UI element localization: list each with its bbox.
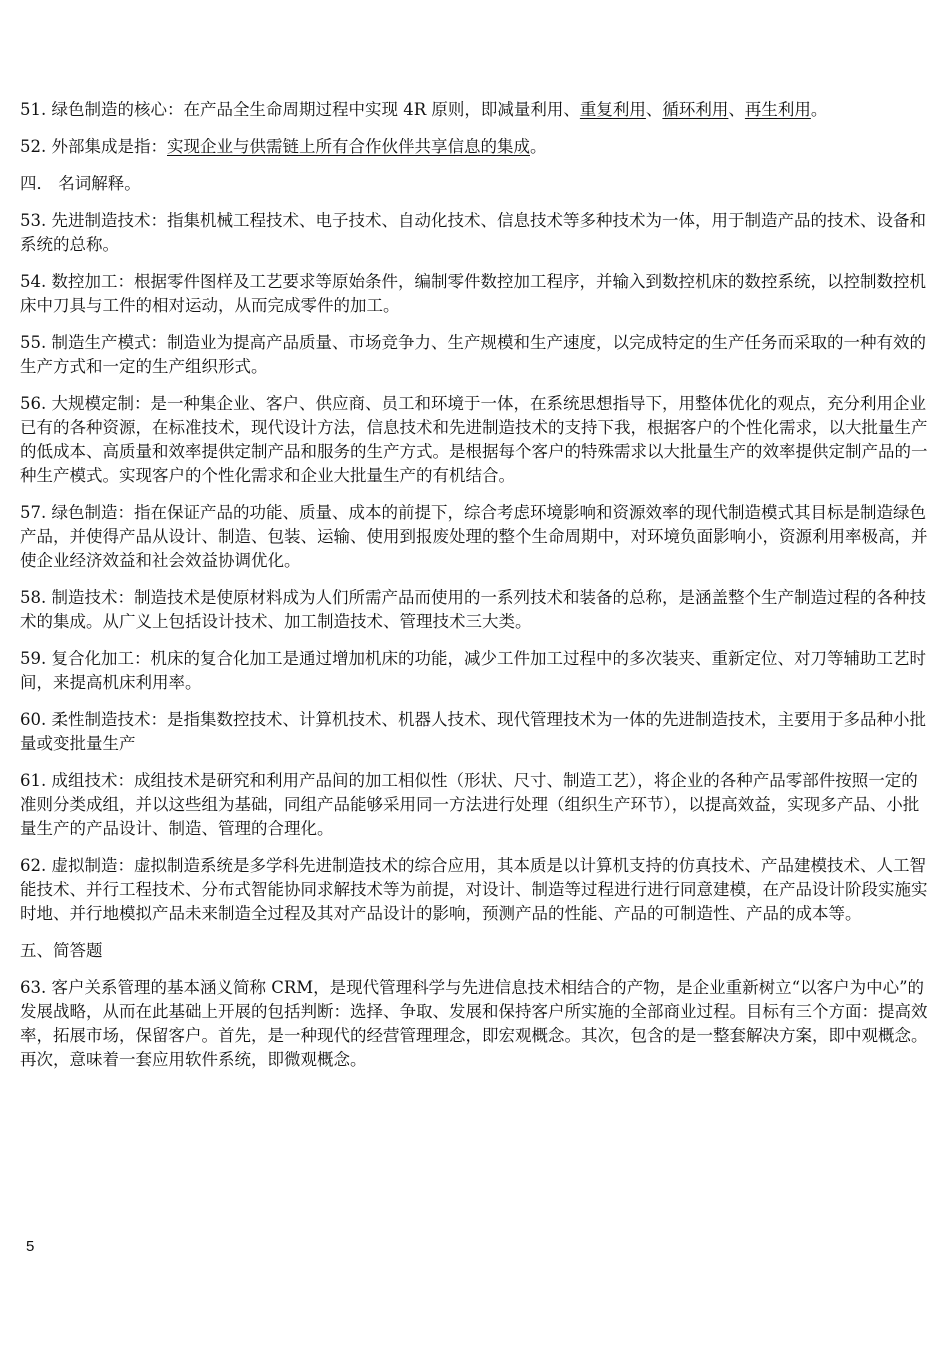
section-heading-terms-text: 四． 名词解释。 xyxy=(20,174,141,193)
item-61-text: 61. 成组技术：成组技术是研究和利用产品间的加工相似性（形状、尺寸、制造工艺），将企业的各种产品零部件按照一定的准则分类成组，并以这些组为基础，同组产品能够采用同一方法进行处理（组织生产环节），以提高效益，实现多产品、小批量生产的产品设计、制造、管理的合理化。 xyxy=(20,771,920,838)
item-51-sep-2: 、 xyxy=(728,100,745,119)
item-62 xyxy=(20,854,932,926)
item-52-end: 。 xyxy=(530,137,547,156)
item-55 xyxy=(20,331,932,379)
item-51-sep-1: 、 xyxy=(645,100,663,119)
item-52 xyxy=(20,135,932,159)
item-63 xyxy=(20,976,932,1072)
item-51-text-1: 51. 绿色制造的核心：在产品全生命周期过程中实现 4R 原则，即减量利用、 xyxy=(20,100,580,119)
item-52-answer: 实现企业与供需链上所有合作伙伴共享信息的集成 xyxy=(167,137,530,156)
item-55-text: 55. 制造生产模式：制造业为提高产品质量、市场竞争力、生产规模和生产速度，以完成特定的生产任务而采取的一种有效的生产方式和一定的生产组织形式。 xyxy=(20,333,926,376)
item-53 xyxy=(20,209,932,257)
item-60 xyxy=(20,708,932,756)
item-52-text-1: 52. 外部集成是指： xyxy=(20,137,167,156)
item-57-text: 57. 绿色制造：指在保证产品的功能、质量、成本的前提下，综合考虑环境影响和资源效率的现代制造模式其目标是制造绿色产品，并使得产品从设计、制造、包装、运输、使用到报废处理的整个生命周期中，对环境负面影响小，资源利用率极高，并使企业经济效益和社会效益协调优化。 xyxy=(20,503,928,570)
item-51-answer-regenerate: 再生利用 xyxy=(744,100,811,119)
item-59-text: 59. 复合化加工：机床的复合化加工是通过增加机床的功能，减少工件加工过程中的多次装夹、重新定位、对刀等辅助工艺时间，来提高机床利用率。 xyxy=(20,649,926,692)
item-62-text: 62. 虚拟制造：虚拟制造系统是多学科先进制造技术的综合应用，其本质是以计算机支持的仿真技术、产品建模技术、人工智能技术、并行工程技术、分布式智能协同求解技术等为前提，对设计、制造等过程进行进行同意建模，在产品设计阶段实施实时地、并行地模拟产品未来制造全过程及其对产品设计的影响，预测产品的性能、产品的可制造性、产品的成本等。 xyxy=(20,856,928,923)
item-58 xyxy=(20,586,932,634)
item-59 xyxy=(20,647,932,695)
item-56-text: 56. 大规模定制：是一种集企业、客户、供应商、员工和环境于一体，在系统思想指导下，用整体优化的观点，充分利用企业已有的各种资源，在标准技术，现代设计方法，信息技术和先进制造技术的支持下我，根据客户的个性化需求，以大批量生产的低成本、高质量和效率提供定制产品和服务的生产方式。是根据每个客户的特殊需求以大批量生产的效率提供定制产品的一种生产模式。实现客户的个性化需求和企业大批量生产的有机结合。 xyxy=(20,394,928,485)
item-57 xyxy=(20,501,932,573)
page-number: 5 xyxy=(26,1238,35,1255)
item-51-answer-reuse: 重复利用 xyxy=(579,100,646,119)
item-58-text: 58. 制造技术：制造技术是使原材料成为人们所需产品而使用的一系列技术和装备的总称，是涵盖整个生产制造过程的各种技术的集成。从广义上包括设计技术、加工制造技术、管理技术三大类。 xyxy=(20,588,926,631)
item-60-text: 60. 柔性制造技术：是指集数控技术、计算机技术、机器人技术、现代管理技术为一体的先进制造技术，主要用于多品种小批量或变批量生产 xyxy=(20,710,926,753)
item-54 xyxy=(20,270,932,318)
item-54-text: 54. 数控加工：根据零件图样及工艺要求等原始条件，编制零件数控加工程序，并输入到数控机床的数控系统，以控制数控机床中刀具与工件的相对运动，从而完成零件的加工。 xyxy=(20,272,926,315)
section-heading-terms xyxy=(20,172,932,196)
item-51-answer-recycle: 循环利用 xyxy=(662,100,729,119)
item-63-text: 63. 客户关系管理的基本涵义简称 CRM，是现代管理科学与先进信息技术相结合的产物，是企业重新树立“以客户为中心”的发展战略，从而在此基础上开展的包括判断：选择、争取、发展和保持客户所实施的全部商业过程。目标有三个方面：提高效率，拓展市场，保留客户。首先，是一种现代的经营管理理念，即宏观概念。其次，包含的是一整套解决方案，即中观概念。再次，意味着一套应用软件系统，即微观概念。 xyxy=(20,978,928,1069)
item-61 xyxy=(20,769,932,841)
item-51-end: 。 xyxy=(810,100,828,119)
item-51 xyxy=(20,98,932,122)
item-53-text: 53. 先进制造技术：指集机械工程技术、电子技术、自动化技术、信息技术等多种技术为一体，用于制造产品的技术、设备和系统的总称。 xyxy=(20,211,926,254)
document-body xyxy=(20,98,932,1085)
section-heading-short-answer xyxy=(20,939,932,963)
item-56 xyxy=(20,392,932,488)
section-heading-short-answer-text: 五、简答题 xyxy=(20,941,103,960)
